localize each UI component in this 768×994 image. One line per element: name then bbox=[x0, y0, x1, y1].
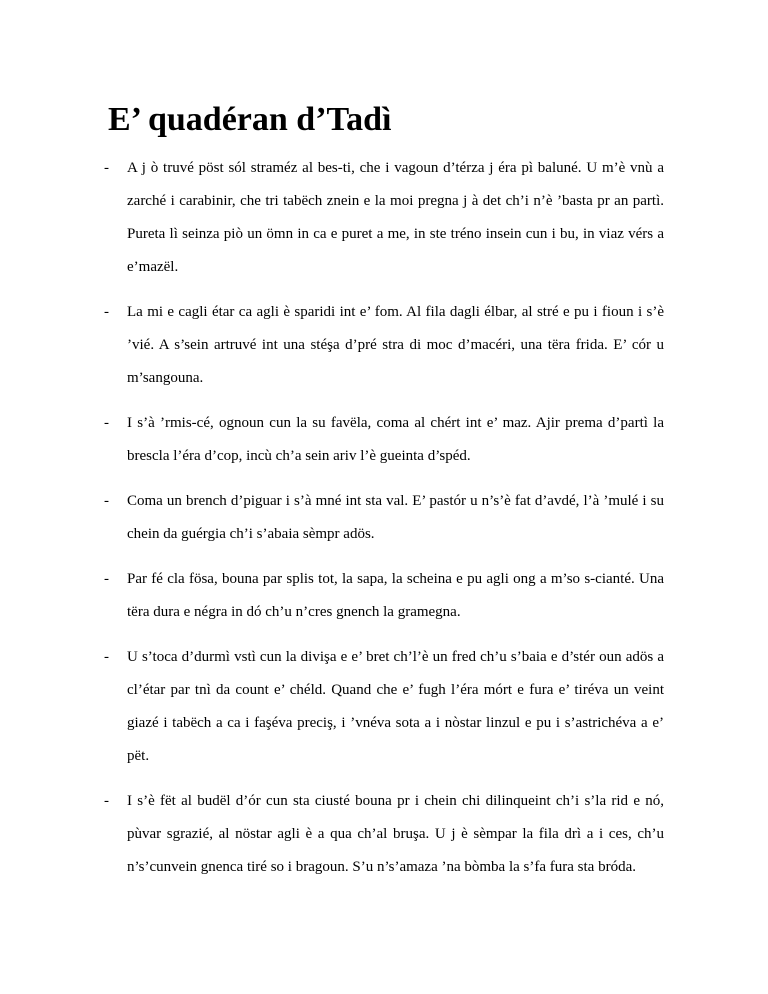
paragraph-text: La mi e cagli étar ca agli è sparidi int e’ fom. Al fila dagli élbar, al stré e pu i fioun i s’è ’vié. A s’sein artruvé int una stéşa d’pré stra di moc d’macéri, una tëra frida. E’ cór u m’sangouna. bbox=[127, 304, 664, 386]
paragraph-list bbox=[104, 152, 664, 896]
bullet-dash: - bbox=[104, 160, 109, 176]
list-item bbox=[104, 485, 664, 551]
paragraph-text: I s’è fët al budël d’ór cun sta ciusté bouna pr i chein chi dilinqueint ch’i s’la rid e nó, pùvar sgrazié, al nöstar agli è a qua ch’al bruşa. U j è sèmpar la fila drì a i ces, ch’u n’s’cunvein gnenca tiré so i bragoun. S’u n’s’amaza ’na bòmba la s’fa fura sta bróda. bbox=[127, 793, 664, 875]
document-title: E’ quadéran d’Tadì bbox=[108, 101, 392, 138]
list-item bbox=[104, 296, 664, 395]
bullet-dash: - bbox=[104, 415, 109, 431]
bullet-dash: - bbox=[104, 304, 109, 320]
bullet-dash: - bbox=[104, 649, 109, 665]
list-item bbox=[104, 563, 664, 629]
paragraph-text: Par fé cla fösa, bouna par splis tot, la sapa, la scheina e pu agli ong a m’so s-cianté. Una tëra dura e négra in dó ch’u n’cres gnench la gramegna. bbox=[127, 571, 664, 620]
bullet-dash: - bbox=[104, 571, 109, 587]
list-item bbox=[104, 407, 664, 473]
list-item bbox=[104, 641, 664, 773]
paragraph-text: U s’toca d’durmì vstì cun la divişa e e’ bret ch’l’è un fred ch’u s’baia e d’stér oun adös a cl’étar par tnì da count e’ chéld. Quand che e’ fugh l’éra mórt e fura e’ tiréva un veint giazé i tabëch a ca i faşéva preciş, i ’vnéva sota a i nòstar linzul e pu i s’astrichéva a e’ pët. bbox=[127, 649, 664, 764]
list-item bbox=[104, 785, 664, 884]
paragraph-text: Coma un brench d’piguar i s’à mné int sta val. E’ pastór u n’s’è fat d’avdé, l’à ’mulé i su chein da guérgia ch’i s’abaia sèmpr adös. bbox=[127, 493, 664, 542]
paragraph-text: I s’à ’rmis-cé, ognoun cun la su favëla, coma al chért int e’ maz. Ajir prema d’partì la brescla l’éra d’cop, incù ch’a sein ariv l’è gueinta d’spéd. bbox=[127, 415, 664, 464]
paragraph-text: A j ò truvé pöst sól straméz al bes-ti, che i vagoun d’térza j éra pì baluné. U m’è vnù a zarché i carabinir, che tri tabëch znein e la moi pregna j à det ch’i n’è ’basta pr an partì. Pureta lì seinza piò un ömn in ca e puret a me, in ste tréno insein cun i bu, in viaz vérs a e’mazël. bbox=[127, 160, 664, 275]
bullet-dash: - bbox=[104, 493, 109, 509]
bullet-dash: - bbox=[104, 793, 109, 809]
list-item bbox=[104, 152, 664, 284]
